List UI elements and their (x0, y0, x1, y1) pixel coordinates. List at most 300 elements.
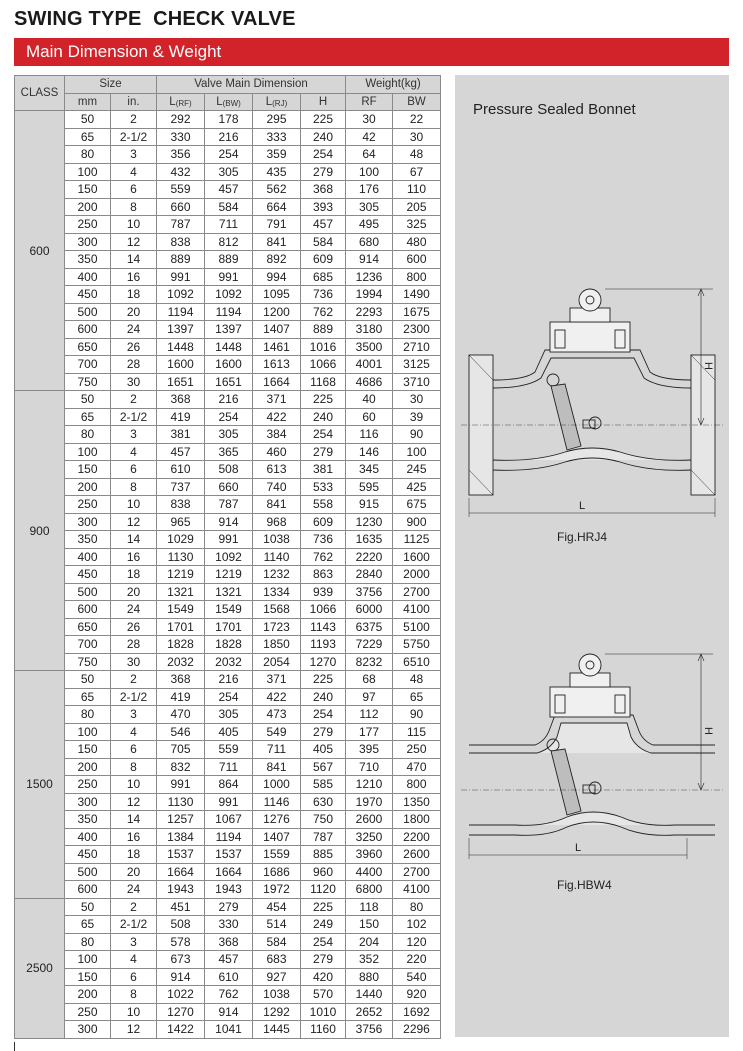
bw-valve-disc (551, 749, 581, 815)
cell-mm: 100 (65, 723, 111, 741)
cell-in: 20 (111, 583, 157, 601)
cell-weight-bw: 2600 (393, 846, 441, 864)
cell-weight-rf: 3500 (346, 338, 393, 356)
cell-h: 279 (301, 443, 346, 461)
cell-in: 3 (111, 933, 157, 951)
cell-weight-rf: 2652 (346, 1003, 393, 1021)
cell-mm: 150 (65, 968, 111, 986)
cell-in: 8 (111, 198, 157, 216)
cell-l-rj: 562 (253, 181, 301, 199)
cell-l-rf: 1549 (157, 601, 205, 619)
cell-l-rf: 508 (157, 916, 205, 934)
cell-weight-rf: 7229 (346, 636, 393, 654)
cell-in: 6 (111, 461, 157, 479)
cell-weight-bw: 90 (393, 706, 441, 724)
lifting-eye (579, 289, 601, 311)
cell-weight-bw: 800 (393, 268, 441, 286)
cell-in: 2-1/2 (111, 128, 157, 146)
cell-l-bw: 559 (205, 741, 253, 759)
table-row (15, 758, 441, 776)
cell-weight-rf: 680 (346, 233, 393, 251)
cell-l-rj: 841 (253, 758, 301, 776)
header-l-rf-sub: (RF) (175, 98, 192, 108)
cell-h: 1016 (301, 338, 346, 356)
cell-weight-rf: 42 (346, 128, 393, 146)
cell-mm: 700 (65, 356, 111, 374)
cell-mm: 650 (65, 338, 111, 356)
cell-in: 20 (111, 863, 157, 881)
cell-l-bw: 889 (205, 251, 253, 269)
cell-mm: 250 (65, 216, 111, 234)
bw-bonnet (550, 687, 630, 717)
table-row (15, 811, 441, 829)
cell-weight-bw: 90 (393, 426, 441, 444)
cell-l-rj: 1445 (253, 1021, 301, 1039)
cell-weight-bw: 800 (393, 776, 441, 794)
cell-mm: 65 (65, 688, 111, 706)
cell-mm: 600 (65, 601, 111, 619)
cell-l-rf: 1701 (157, 618, 205, 636)
cell-l-rj: 473 (253, 706, 301, 724)
cell-l-rf: 1537 (157, 846, 205, 864)
cell-h: 420 (301, 968, 346, 986)
cell-l-rj: 514 (253, 916, 301, 934)
cell-l-bw: 457 (205, 181, 253, 199)
cell-weight-rf: 97 (346, 688, 393, 706)
cell-l-rj: 613 (253, 461, 301, 479)
table-row (15, 356, 441, 374)
cell-h: 240 (301, 128, 346, 146)
cell-in: 8 (111, 758, 157, 776)
cell-l-rj: 435 (253, 163, 301, 181)
cell-weight-bw: 4100 (393, 881, 441, 899)
cell-l-bw: 254 (205, 146, 253, 164)
table-row (15, 653, 441, 671)
class-cell: 600 (15, 111, 65, 391)
cell-l-rf: 1828 (157, 636, 205, 654)
cell-weight-bw: 4100 (393, 601, 441, 619)
cell-weight-rf: 4400 (346, 863, 393, 881)
cell-mm: 100 (65, 443, 111, 461)
cell-mm: 650 (65, 618, 111, 636)
cell-h: 240 (301, 688, 346, 706)
cell-weight-rf: 118 (346, 898, 393, 916)
cell-l-bw: 365 (205, 443, 253, 461)
cell-mm: 100 (65, 163, 111, 181)
cell-h: 393 (301, 198, 346, 216)
cell-l-bw: 1219 (205, 566, 253, 584)
cell-weight-bw: 205 (393, 198, 441, 216)
cell-in: 2-1/2 (111, 688, 157, 706)
cell-l-bw: 864 (205, 776, 253, 794)
cell-l-rf: 432 (157, 163, 205, 181)
cell-in: 24 (111, 881, 157, 899)
cell-mm: 50 (65, 391, 111, 409)
cell-l-rj: 1972 (253, 881, 301, 899)
cell-mm: 300 (65, 513, 111, 531)
cell-l-rf: 1943 (157, 881, 205, 899)
cell-weight-rf: 4001 (346, 356, 393, 374)
cell-h: 279 (301, 723, 346, 741)
cell-weight-bw: 220 (393, 951, 441, 969)
cell-weight-rf: 2840 (346, 566, 393, 584)
cell-l-bw: 254 (205, 408, 253, 426)
cell-weight-rf: 68 (346, 671, 393, 689)
cell-weight-bw: 100 (393, 443, 441, 461)
cell-h: 240 (301, 408, 346, 426)
cell-weight-bw: 102 (393, 916, 441, 934)
cell-weight-rf: 1994 (346, 286, 393, 304)
cell-mm: 300 (65, 1021, 111, 1039)
cell-weight-bw: 480 (393, 233, 441, 251)
cell-h: 1120 (301, 881, 346, 899)
cell-l-rf: 838 (157, 496, 205, 514)
cell-weight-bw: 5100 (393, 618, 441, 636)
cell-in: 2 (111, 391, 157, 409)
cell-l-rf: 673 (157, 951, 205, 969)
table-row (15, 601, 441, 619)
cell-l-rf: 1092 (157, 286, 205, 304)
table-row (15, 636, 441, 654)
table-row (15, 723, 441, 741)
cell-in: 26 (111, 618, 157, 636)
cell-l-bw: 1067 (205, 811, 253, 829)
cell-weight-rf: 116 (346, 426, 393, 444)
table-row (15, 828, 441, 846)
cell-mm: 350 (65, 251, 111, 269)
cell-h: 609 (301, 251, 346, 269)
cell-weight-bw: 22 (393, 111, 441, 129)
cell-l-bw: 1537 (205, 846, 253, 864)
cell-in: 12 (111, 513, 157, 531)
cell-l-rj: 1723 (253, 618, 301, 636)
cell-weight-rf: 6000 (346, 601, 393, 619)
cell-h: 254 (301, 706, 346, 724)
cell-l-rj: 1407 (253, 828, 301, 846)
cell-l-rf: 470 (157, 706, 205, 724)
cell-mm: 300 (65, 233, 111, 251)
cell-l-rf: 1384 (157, 828, 205, 846)
cell-in: 2 (111, 898, 157, 916)
cell-weight-bw: 30 (393, 128, 441, 146)
cell-weight-rf: 1236 (346, 268, 393, 286)
body-lower-wall (493, 448, 691, 460)
section-banner (14, 38, 729, 66)
cell-l-rf: 368 (157, 391, 205, 409)
cell-weight-rf: 3250 (346, 828, 393, 846)
cell-weight-rf: 1635 (346, 531, 393, 549)
cell-mm: 65 (65, 408, 111, 426)
cell-in: 10 (111, 496, 157, 514)
header-rf: RF (346, 93, 393, 111)
header-l-rf (157, 93, 205, 111)
cell-weight-rf: 1970 (346, 793, 393, 811)
cell-h: 1193 (301, 636, 346, 654)
fig-caption-hrj4: Fig.HRJ4 (557, 530, 608, 544)
cell-in: 10 (111, 216, 157, 234)
table-row (15, 618, 441, 636)
cell-l-rf: 546 (157, 723, 205, 741)
table-row (15, 741, 441, 759)
cell-weight-rf: 176 (346, 181, 393, 199)
header-l-rj-sub: (RJ) (272, 98, 288, 108)
cell-l-rf: 2032 (157, 653, 205, 671)
cell-l-bw: 305 (205, 706, 253, 724)
cell-weight-bw: 920 (393, 986, 441, 1004)
cell-h: 1168 (301, 373, 346, 391)
cell-l-bw: 1828 (205, 636, 253, 654)
cell-l-bw: 178 (205, 111, 253, 129)
cell-l-rf: 1397 (157, 321, 205, 339)
cell-l-rf: 419 (157, 688, 205, 706)
cell-weight-rf: 914 (346, 251, 393, 269)
cell-in: 4 (111, 163, 157, 181)
cell-weight-bw: 65 (393, 688, 441, 706)
table-row (15, 426, 441, 444)
cell-weight-rf: 100 (346, 163, 393, 181)
cell-weight-bw: 48 (393, 146, 441, 164)
cell-weight-bw: 2296 (393, 1021, 441, 1039)
cell-in: 6 (111, 968, 157, 986)
cell-l-rj: 664 (253, 198, 301, 216)
table-row (15, 128, 441, 146)
cell-mm: 50 (65, 671, 111, 689)
body-upper-wall (493, 350, 691, 380)
cell-h: 368 (301, 181, 346, 199)
table-row (15, 303, 441, 321)
cell-h: 939 (301, 583, 346, 601)
cell-in: 28 (111, 636, 157, 654)
cell-l-rf: 1270 (157, 1003, 205, 1021)
cell-weight-rf: 915 (346, 496, 393, 514)
cell-weight-rf: 40 (346, 391, 393, 409)
cell-weight-rf: 710 (346, 758, 393, 776)
cell-l-rf: 914 (157, 968, 205, 986)
cell-l-rj: 371 (253, 391, 301, 409)
header-l-bw-sub: (BW) (222, 98, 241, 108)
cell-l-rf: 737 (157, 478, 205, 496)
cell-weight-bw: 2300 (393, 321, 441, 339)
cell-l-rf: 1029 (157, 531, 205, 549)
figure-panel (455, 75, 729, 1037)
dim-l-label-1: L (579, 500, 586, 512)
cell-mm: 250 (65, 1003, 111, 1021)
cell-l-rj: 1038 (253, 986, 301, 1004)
cell-l-bw: 216 (205, 391, 253, 409)
cell-l-rj: 1000 (253, 776, 301, 794)
cell-h: 254 (301, 933, 346, 951)
header-class: CLASS (15, 76, 65, 111)
cell-l-bw: 711 (205, 758, 253, 776)
cell-l-rf: 381 (157, 426, 205, 444)
cell-h: 736 (301, 286, 346, 304)
page-title: SWING TYPE CHECK VALVE (14, 8, 296, 30)
cell-in: 24 (111, 321, 157, 339)
cell-mm: 750 (65, 373, 111, 391)
table-row (15, 198, 441, 216)
cell-l-bw: 1448 (205, 338, 253, 356)
cell-weight-bw: 3710 (393, 373, 441, 391)
cell-h: 762 (301, 548, 346, 566)
cell-l-rf: 457 (157, 443, 205, 461)
cell-l-bw: 711 (205, 216, 253, 234)
cell-mm: 500 (65, 583, 111, 601)
cell-l-rj: 1095 (253, 286, 301, 304)
cell-l-rj: 841 (253, 233, 301, 251)
cell-l-bw: 762 (205, 986, 253, 1004)
cell-in: 2-1/2 (111, 916, 157, 934)
cell-in: 16 (111, 268, 157, 286)
cell-l-rf: 1130 (157, 548, 205, 566)
table-row (15, 268, 441, 286)
header-h: H (301, 93, 346, 111)
cell-l-rj: 1407 (253, 321, 301, 339)
cell-weight-bw: 2700 (393, 863, 441, 881)
cell-weight-bw: 67 (393, 163, 441, 181)
table-row (15, 846, 441, 864)
section-banner-label: Main Dimension & Weight (26, 42, 222, 61)
cell-l-rj: 1664 (253, 373, 301, 391)
cell-in: 3 (111, 706, 157, 724)
cell-l-rj: 371 (253, 671, 301, 689)
table-row (15, 513, 441, 531)
cell-l-bw: 1701 (205, 618, 253, 636)
cell-l-rf: 660 (157, 198, 205, 216)
cell-mm: 50 (65, 111, 111, 129)
cell-mm: 150 (65, 181, 111, 199)
table-row (15, 146, 441, 164)
cell-mm: 200 (65, 758, 111, 776)
cell-mm: 600 (65, 321, 111, 339)
cell-weight-rf: 1440 (346, 986, 393, 1004)
cell-l-bw: 660 (205, 478, 253, 496)
table-row (15, 863, 441, 881)
table-row (15, 233, 441, 251)
cell-weight-rf: 352 (346, 951, 393, 969)
cell-l-rf: 705 (157, 741, 205, 759)
cell-weight-bw: 1800 (393, 811, 441, 829)
table-row (15, 793, 441, 811)
cell-l-bw: 1651 (205, 373, 253, 391)
cell-weight-rf: 60 (346, 408, 393, 426)
cell-l-rj: 333 (253, 128, 301, 146)
cell-weight-bw: 2200 (393, 828, 441, 846)
cell-l-bw: 1321 (205, 583, 253, 601)
cell-l-rj: 1200 (253, 303, 301, 321)
cell-l-rj: 1038 (253, 531, 301, 549)
cell-h: 533 (301, 478, 346, 496)
cell-l-rf: 1600 (157, 356, 205, 374)
header-l-rj-letter: L (265, 95, 273, 108)
cell-in: 14 (111, 811, 157, 829)
cell-l-bw: 991 (205, 793, 253, 811)
cell-weight-bw: 2700 (393, 583, 441, 601)
cell-weight-bw: 2710 (393, 338, 441, 356)
cell-l-rf: 965 (157, 513, 205, 531)
cell-l-rj: 1559 (253, 846, 301, 864)
cell-weight-bw: 5750 (393, 636, 441, 654)
cell-mm: 65 (65, 128, 111, 146)
cell-l-bw: 1194 (205, 828, 253, 846)
cell-weight-rf: 204 (346, 933, 393, 951)
cell-weight-bw: 540 (393, 968, 441, 986)
cell-weight-bw: 325 (393, 216, 441, 234)
cell-in: 4 (111, 951, 157, 969)
cell-in: 3 (111, 146, 157, 164)
cell-l-rj: 422 (253, 688, 301, 706)
header-l-rj (253, 93, 301, 111)
cell-l-bw: 991 (205, 268, 253, 286)
table-row (15, 1003, 441, 1021)
header-l-bw (205, 93, 253, 111)
cell-mm: 400 (65, 548, 111, 566)
table-row (15, 408, 441, 426)
cell-in: 6 (111, 181, 157, 199)
table-row (15, 671, 441, 689)
cell-weight-bw: 675 (393, 496, 441, 514)
cell-h: 558 (301, 496, 346, 514)
dim-h-label-1: H (702, 362, 714, 370)
cell-h: 750 (301, 811, 346, 829)
cell-l-rj: 892 (253, 251, 301, 269)
cell-mm: 400 (65, 268, 111, 286)
header-in: in. (111, 93, 157, 111)
cell-h: 279 (301, 951, 346, 969)
cell-l-rf: 1130 (157, 793, 205, 811)
cell-in: 30 (111, 653, 157, 671)
table-row (15, 776, 441, 794)
cell-mm: 350 (65, 531, 111, 549)
cell-l-bw: 368 (205, 933, 253, 951)
cell-l-rj: 1613 (253, 356, 301, 374)
cell-in: 6 (111, 741, 157, 759)
dimension-table-body (15, 111, 441, 1039)
cell-weight-rf: 6375 (346, 618, 393, 636)
cell-weight-bw: 250 (393, 741, 441, 759)
cell-h: 1010 (301, 1003, 346, 1021)
cell-l-rj: 460 (253, 443, 301, 461)
cell-l-rj: 791 (253, 216, 301, 234)
table-row (15, 1021, 441, 1039)
cell-h: 225 (301, 391, 346, 409)
cell-in: 2-1/2 (111, 408, 157, 426)
cell-l-rj: 711 (253, 741, 301, 759)
cell-in: 10 (111, 1003, 157, 1021)
cell-mm: 500 (65, 303, 111, 321)
class-cell: 2500 (15, 898, 65, 1038)
cell-in: 14 (111, 531, 157, 549)
cell-l-rj: 549 (253, 723, 301, 741)
cell-h: 584 (301, 233, 346, 251)
cell-l-bw: 1549 (205, 601, 253, 619)
cell-mm: 400 (65, 828, 111, 846)
table-row (15, 286, 441, 304)
header-mm: mm (65, 93, 111, 111)
cell-mm: 200 (65, 986, 111, 1004)
table-row (15, 443, 441, 461)
cell-l-rj: 295 (253, 111, 301, 129)
cell-h: 457 (301, 216, 346, 234)
cell-weight-rf: 64 (346, 146, 393, 164)
cell-weight-rf: 395 (346, 741, 393, 759)
cell-h: 225 (301, 898, 346, 916)
cell-mm: 450 (65, 566, 111, 584)
cell-in: 3 (111, 426, 157, 444)
cell-l-rj: 422 (253, 408, 301, 426)
cell-mm: 150 (65, 461, 111, 479)
table-row (15, 531, 441, 549)
cell-l-rf: 991 (157, 268, 205, 286)
